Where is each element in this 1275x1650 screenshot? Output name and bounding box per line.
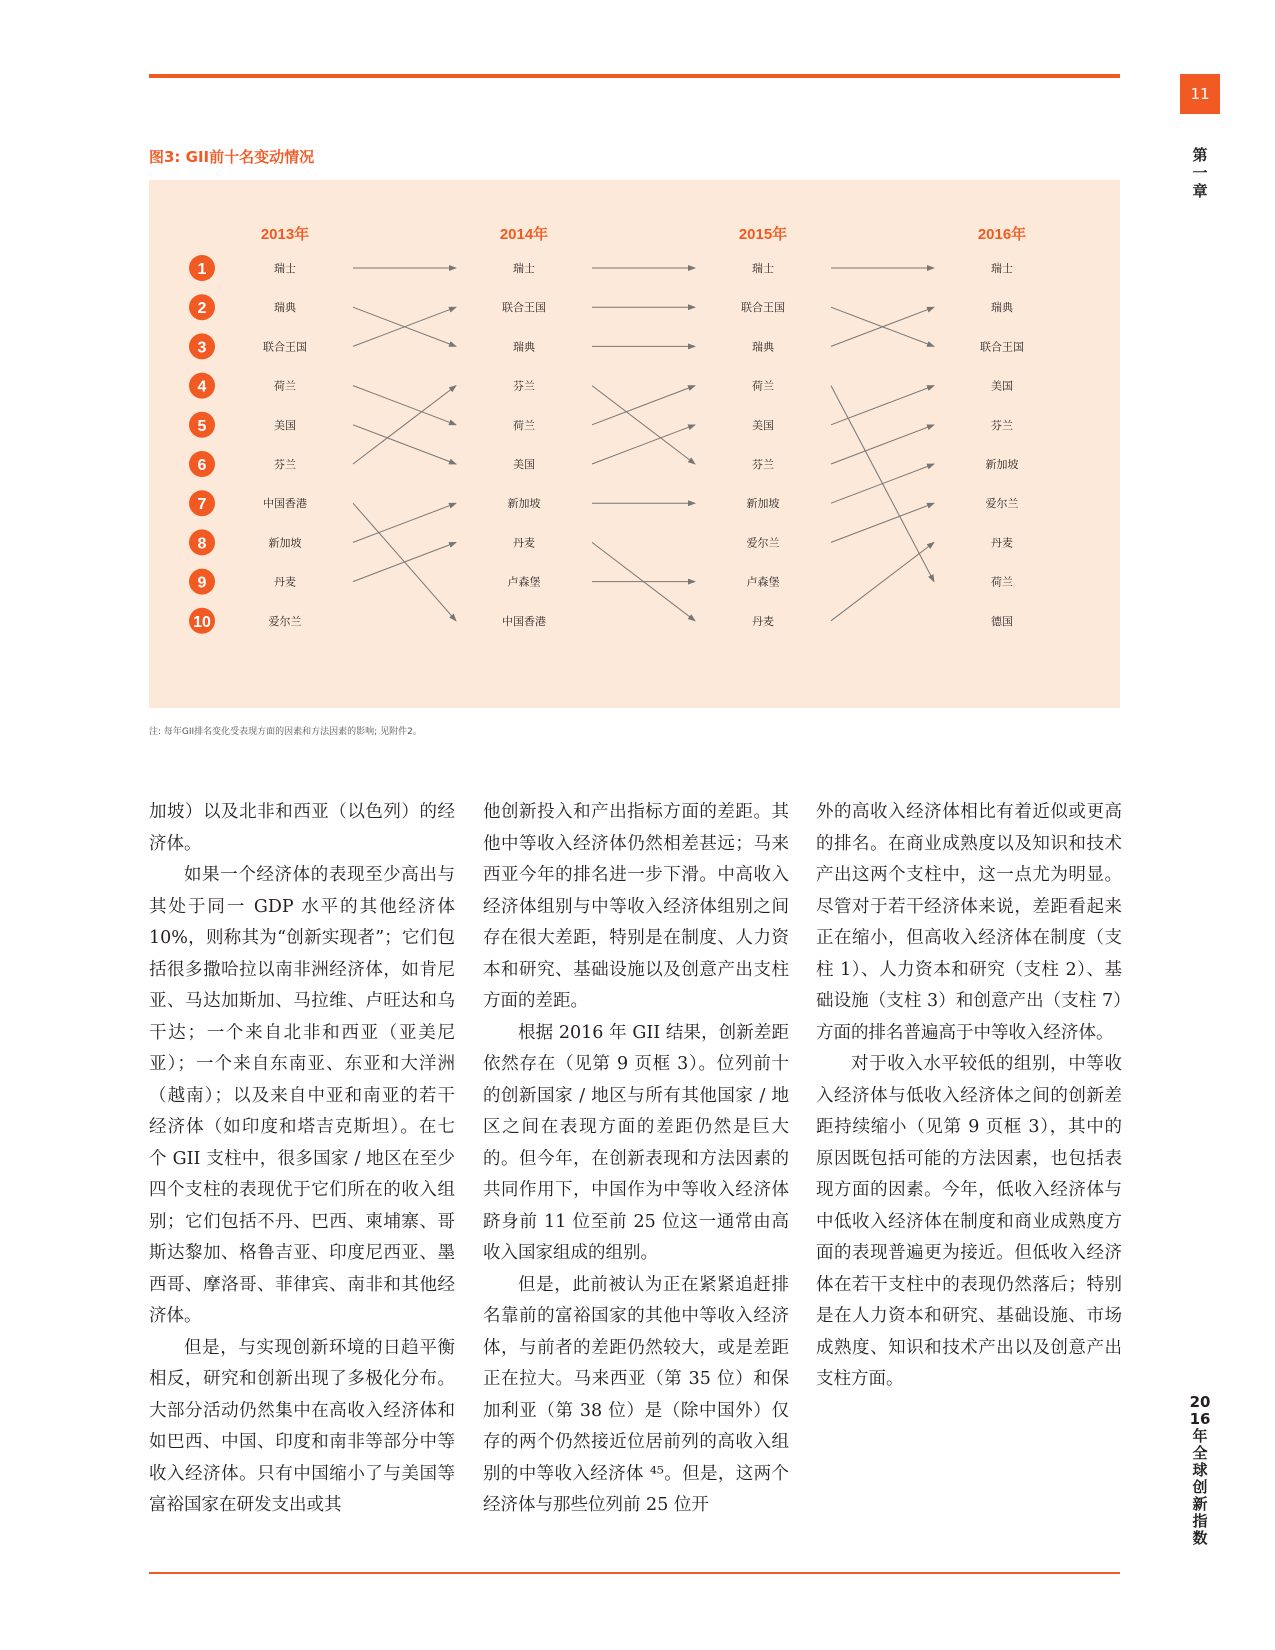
rank-change-arrow <box>831 503 934 542</box>
rank-number: 1 <box>197 261 207 278</box>
year-header: 2014年 <box>499 226 549 243</box>
country-label: 爱尔兰 <box>746 536 780 550</box>
country-label: 瑞典 <box>752 340 774 354</box>
rank-change-arrow <box>353 386 456 464</box>
rank-number: 7 <box>197 496 207 514</box>
figure-panel <box>149 180 1120 708</box>
bottom-rule <box>149 1572 1120 1574</box>
text-column-3 <box>816 797 1122 1396</box>
country-label: 联合王国 <box>980 340 1024 354</box>
country-label: 美国 <box>991 379 1013 393</box>
country-label: 瑞典 <box>274 301 296 315</box>
rank-change-arrow <box>831 542 934 620</box>
country-label: 中国香港 <box>502 614 546 628</box>
rank-number: 4 <box>197 378 207 396</box>
country-label: 丹麦 <box>991 536 1013 550</box>
top-rule <box>149 74 1120 78</box>
country-label: 荷兰 <box>752 379 774 393</box>
text-column-1 <box>149 797 455 1522</box>
rank-change-arrow <box>831 386 934 425</box>
paragraph: 但是，此前被认为正在紧紧追赶排名靠前的富裕国家的其他中等收入经济体，与前者的差距仍然较大，或是差距正在拉大。马来西亚（第 35 位）和保加利亚（第 38 位）是（除中国外）仅存的两个仍然接近位居前列的高收入组别的中等收入经济体 ⁴⁵。但是，这两个经济体与那些位列前 25 位开 <box>483 1274 789 1515</box>
year-header: 2013年 <box>260 226 310 243</box>
rank-change-arrow <box>831 425 934 464</box>
country-label: 美国 <box>752 418 774 432</box>
country-label: 爱尔兰 <box>268 614 302 628</box>
country-label: 丹麦 <box>274 575 296 589</box>
figure-title: 图3: GII前十名变动情况 <box>149 148 315 166</box>
country-label: 新加坡 <box>985 458 1019 471</box>
rank-number: 3 <box>197 339 207 357</box>
paragraph: 对于收入水平较低的组别，中等收入经济体与低收入经济体之间的创新差距持续缩小（见第 9 页框 3），其中的原因既包括可能的方法因素，也包括表现方面的因素。今年，低收入经济体与中低收入经济体在制度和商业成熟度方面的表现普遍更为接近。但低收入经济体在若干支柱中的表现仍然落后；特别是在人力资本和研究、基础设施、市场成熟度、知识和技术产出以及创意产出支柱方面。 <box>816 1054 1122 1389</box>
paragraph: 根据 2016 年 GII 结果，创新差距依然存在（见第 9 页框 3）。位列前十的创新国家 / 地区与所有其他国家 / 地区之间在表现方面的差距仍然是巨大的。但今年，在创新表现和方法因素的共同作用下，中国作为中等收入经济体跻身前 11 位至前 25 位这一通常由高收入国家组成的组别。 <box>483 1022 789 1263</box>
rank-change-arrow <box>592 386 695 464</box>
country-label: 美国 <box>274 418 296 432</box>
country-label: 卢森堡 <box>746 575 780 589</box>
country-label: 瑞士 <box>752 262 774 275</box>
rank-change-arrow <box>353 542 456 581</box>
chapter-label: 第一章 <box>1192 146 1208 200</box>
country-label: 瑞典 <box>513 340 535 354</box>
country-label: 荷兰 <box>991 575 1013 589</box>
country-label: 荷兰 <box>513 418 535 432</box>
country-label: 瑞士 <box>991 262 1013 275</box>
page-number-badge: 11 <box>1180 74 1220 114</box>
rank-number: 2 <box>197 300 207 318</box>
country-label: 瑞士 <box>513 262 535 275</box>
country-label: 瑞士 <box>274 262 296 275</box>
country-label: 新加坡 <box>746 497 780 511</box>
paragraph: 加坡）以及北非和西亚（以色列）的经济体。 <box>149 802 455 854</box>
paragraph: 但是，与实现创新环境的日趋平衡相反，研究和创新出现了多极化分布。大部分活动仍然集中在高收入经济体和如巴西、中国、印度和南非等部分中等收入经济体。只有中国缩小了与美国等富裕国家在研发支出或其 <box>149 1337 455 1515</box>
country-label: 卢森堡 <box>507 575 541 589</box>
figure-note: 注: 每年GII排名变化受表现方面的因素和方法因素的影响; 见附件2。 <box>149 727 422 737</box>
country-label: 芬兰 <box>991 418 1013 432</box>
year-header: 2015年 <box>738 226 788 243</box>
ranking-chart <box>149 180 1120 708</box>
country-label: 中国香港 <box>263 497 307 511</box>
rank-number: 5 <box>197 417 207 435</box>
country-label: 芬兰 <box>752 458 774 471</box>
country-label: 德国 <box>991 614 1013 628</box>
rank-change-arrow <box>353 503 456 542</box>
country-label: 丹麦 <box>752 614 774 628</box>
country-label: 瑞典 <box>991 301 1013 315</box>
paragraph: 外的高收入经济体相比有着近似或更高的排名。在商业成熟度以及知识和技术产出这两个支柱中，这一点尤为明显。尽管对于若干经济体来说，差距看起来正在缩小，但高收入经济体在制度（支柱 1）、人力资本和研究（支柱 2）、基础设施（支柱 3）和创意产出（支柱 7）方面的排名普遍高于中等收入经济体。 <box>816 802 1122 1043</box>
year-header: 2016年 <box>977 226 1027 243</box>
rank-change-arrow <box>592 386 695 425</box>
country-label: 联合王国 <box>741 301 785 315</box>
country-label: 联合王国 <box>263 340 307 354</box>
country-label: 芬兰 <box>274 458 296 471</box>
rank-number: 6 <box>197 457 207 474</box>
rank-change-arrow <box>592 425 695 464</box>
paragraph: 他创新投入和产出指标方面的差距。其他中等收入经济体仍然相差甚远；马来西亚今年的排名进一步下滑。中高收入经济体组别与中等收入经济体组别之间存在很大差距，特别是在制度、人力资本和研究、基础设施以及创意产出支柱方面的差距。 <box>483 802 789 1011</box>
country-label: 爱尔兰 <box>985 497 1019 511</box>
rank-number: 8 <box>197 535 207 553</box>
rank-change-arrow <box>353 425 456 464</box>
country-label: 新加坡 <box>507 497 541 511</box>
rank-number: 10 <box>193 613 211 631</box>
text-column-2 <box>483 797 789 1522</box>
rank-change-arrow <box>353 386 456 425</box>
paragraph: 如果一个经济体的表现至少高出与其处于同一 GDP 水平的其他经济体 10%，则称其为“创新实现者”；它们包括很多撒哈拉以南非洲经济体，如肯尼亚、马达加斯加、马拉维、卢旺达和乌干达；一个来自北非和西亚（亚美尼亚）；一个来自东南亚、东亚和大洋洲（越南）；以及来自中亚和南亚的若干经济体（如印度和塔吉克斯坦）。在七个 GII 支柱中，很多国家 / 地区在至少四个支柱的表现优于它们所在的收入组别；它们包括不丹、巴西、柬埔寨、哥斯达黎加、格鲁吉亚、印度尼西亚、墨西哥、摩洛哥、菲律宾、南非和其他经济体。 <box>149 865 455 1326</box>
country-label: 丹麦 <box>513 536 535 550</box>
country-label: 芬兰 <box>513 379 535 393</box>
side-title: 2016年全球创新指数 <box>1189 1393 1211 1547</box>
country-label: 新加坡 <box>268 536 302 550</box>
country-label: 美国 <box>513 458 535 471</box>
country-label: 联合王国 <box>502 301 546 315</box>
rank-change-arrow <box>831 464 934 503</box>
country-label: 荷兰 <box>274 379 296 393</box>
rank-number: 9 <box>197 574 207 592</box>
